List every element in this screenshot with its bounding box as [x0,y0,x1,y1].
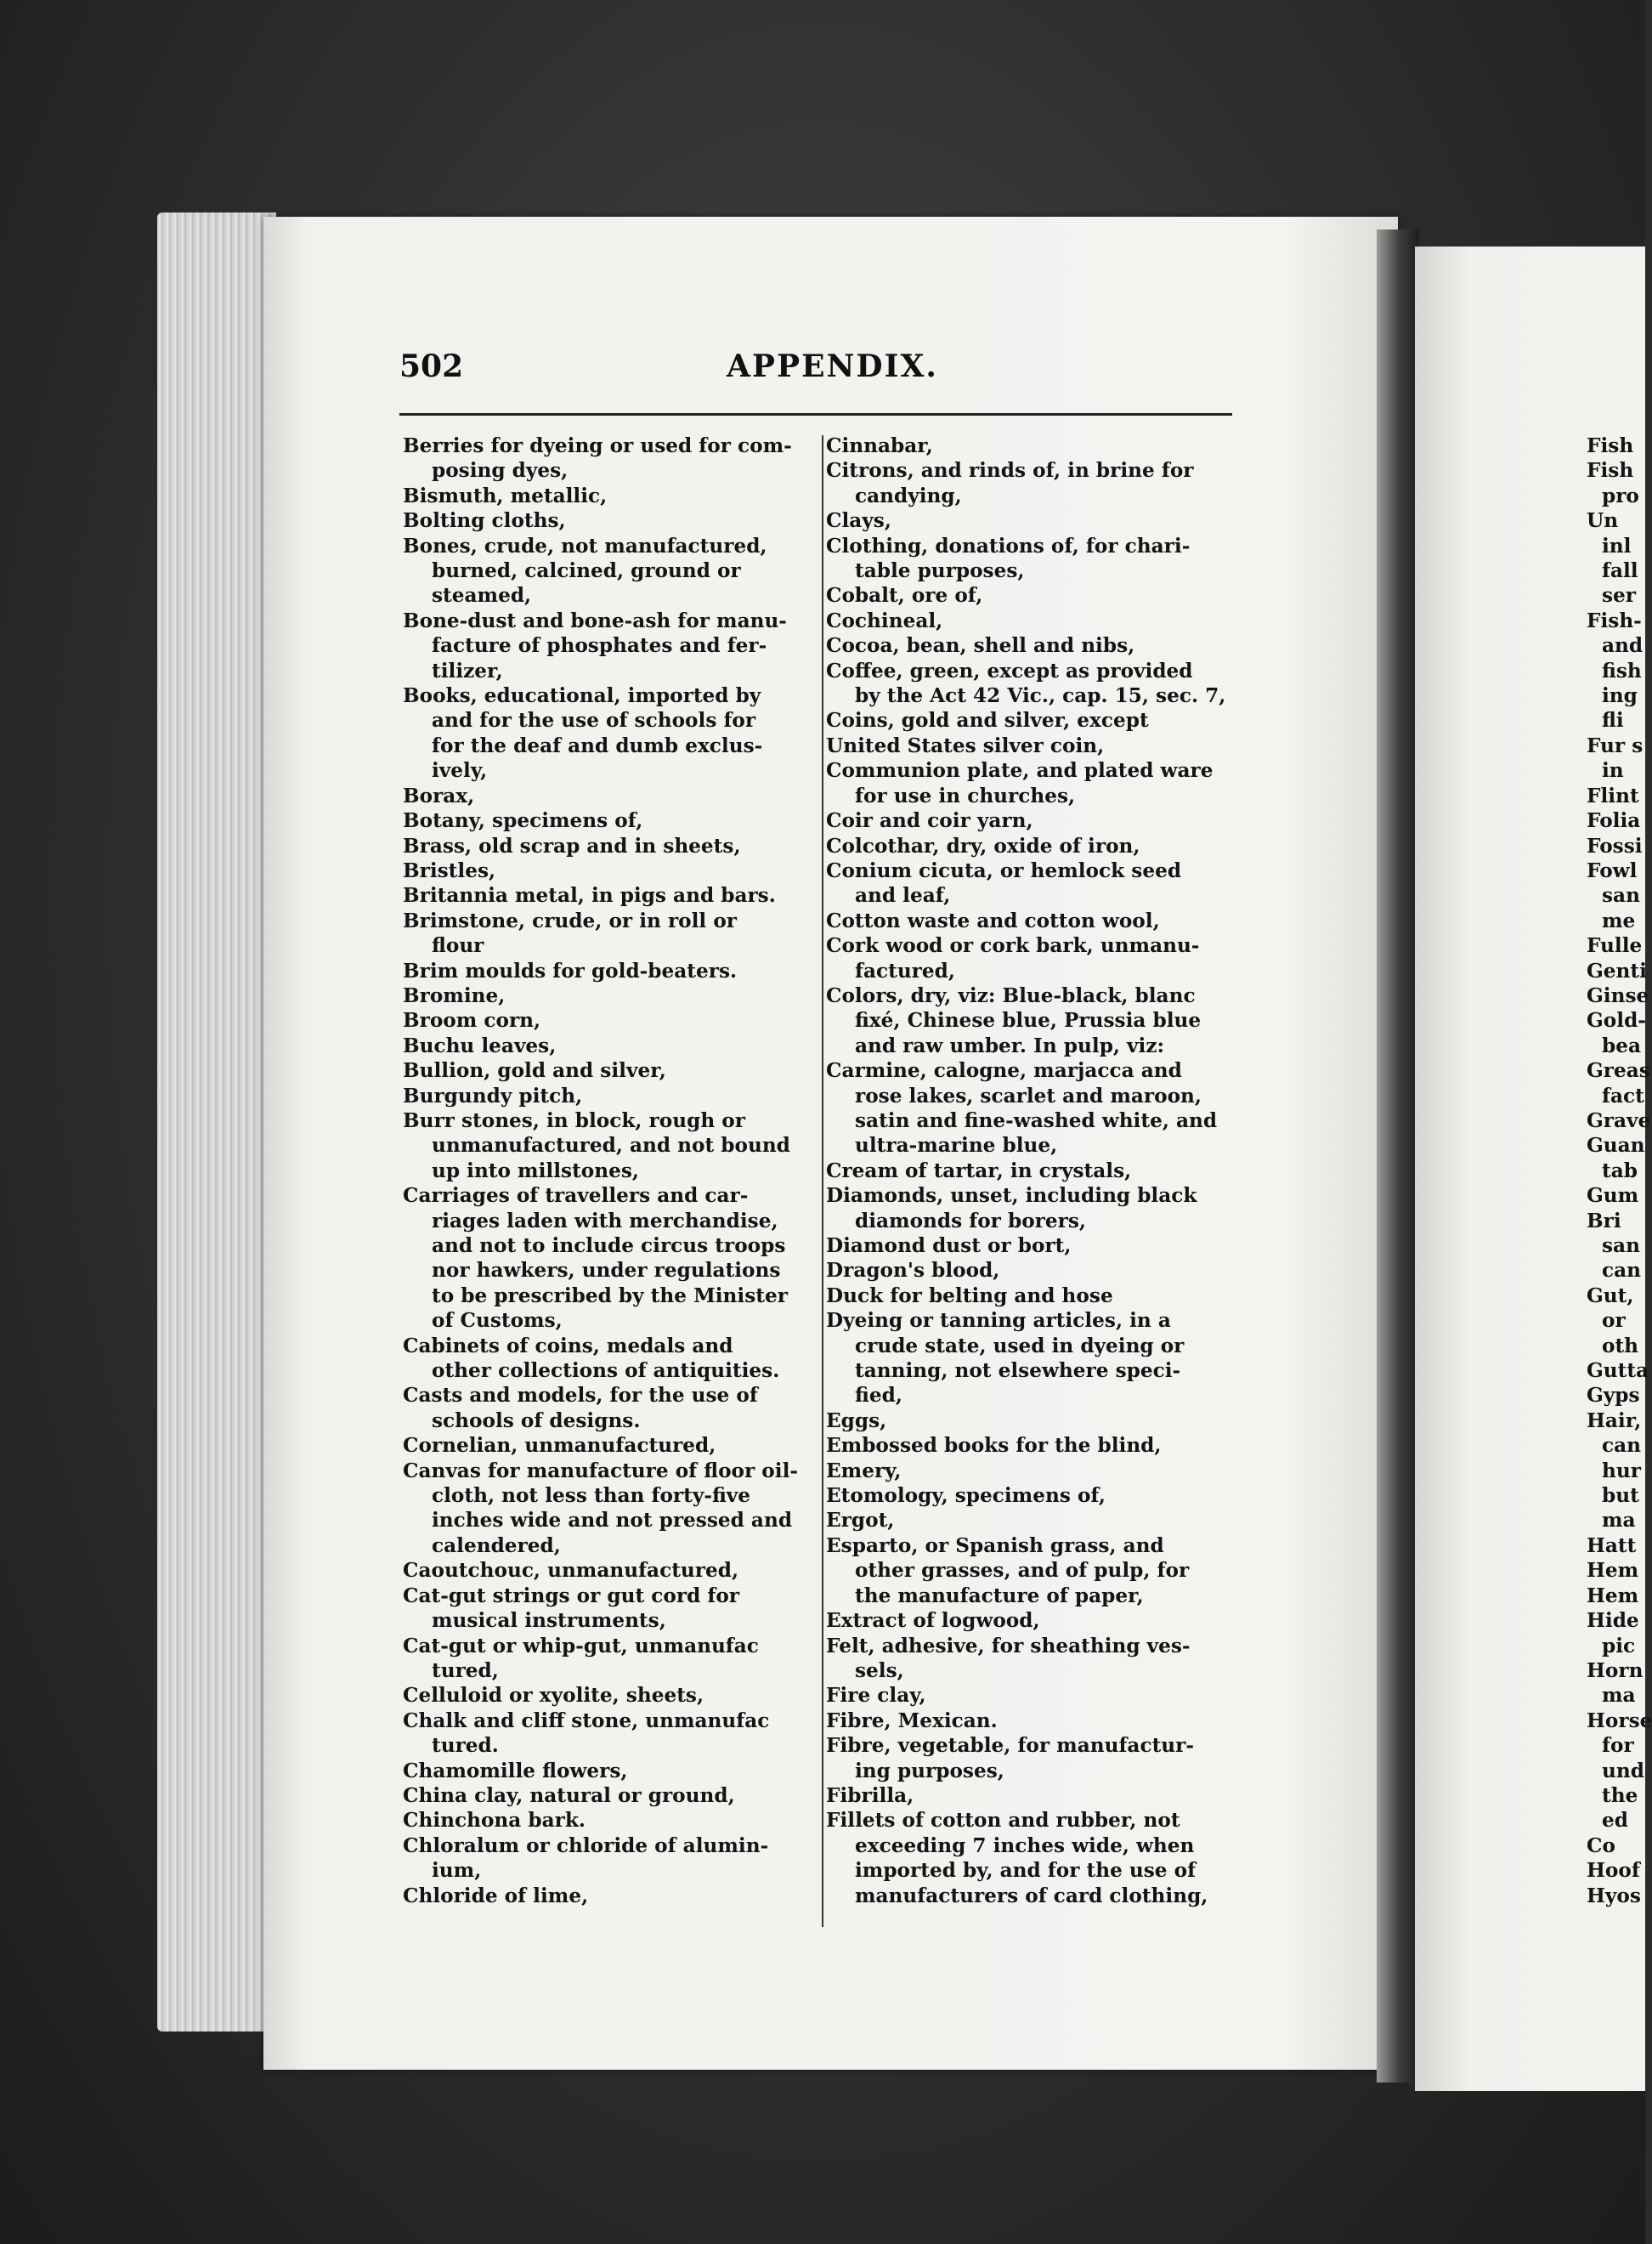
text-fragment: san [1602,1234,1640,1257]
text-line: Broom corn, [403,1009,541,1033]
text-fragment: Bri [1587,1209,1621,1232]
text-line: inches wide and not pressed and [432,1509,793,1533]
text-fragment: Gyps [1587,1384,1640,1408]
text-line: Clothing, donations of, for chari- [826,534,1191,558]
text-line: other collections of antiquities. [432,1359,780,1383]
text-line: Cocoa, bean, shell and nibs, [826,634,1135,658]
text-line: Fibre, vegetable, for manufactur- [826,1734,1194,1758]
text-line: unmanufactured, and not bound [432,1134,790,1158]
text-line: Canvas for manufacture of floor oil- [403,1459,798,1482]
text-line: Burr stones, in block, rough or [403,1108,745,1132]
text-fragment: Hoof [1587,1859,1640,1883]
text-line: steamed, [432,584,532,608]
text-line: Casts and models, for the use of [403,1384,758,1408]
text-line: musical instruments, [432,1609,666,1633]
text-line: crude state, used in dyeing or [855,1334,1185,1357]
text-line: Chloride of lime, [403,1884,589,1907]
text-fragment: fact [1602,1084,1644,1108]
text-fragment: bea [1602,1034,1641,1057]
text-fragment: but [1602,1484,1639,1508]
text-fragment: Un [1587,509,1619,533]
text-fragment: Genti [1587,959,1647,983]
text-fragment: oth [1602,1334,1639,1357]
text-line: sels, [855,1658,904,1682]
text-line: Cream of tartar, in crystals, [826,1159,1132,1182]
text-line: Carmine, calogne, marjacca and [826,1059,1182,1083]
text-fragment: Hatt [1587,1533,1637,1557]
text-line: Brimstone, crude, or in roll or [403,909,737,932]
text-fragment: Hem [1587,1559,1639,1583]
text-line: table purposes, [855,559,1025,583]
text-line: Bolting cloths, [403,509,566,533]
text-fragment: tab [1602,1159,1638,1182]
text-line: Berries for dyeing or used for com- [403,434,792,457]
text-line: Cabinets of coins, medals and [403,1334,733,1357]
right-page-column [1587,434,1652,1908]
text-fragment: for [1602,1734,1634,1758]
text-line: up into millstones, [432,1159,639,1182]
text-line: for use in churches, [855,784,1076,808]
text-fragment: the [1602,1783,1638,1807]
text-line: and for the use of schools for [432,709,756,733]
text-fragment: Ginse [1587,983,1649,1007]
text-line: United States silver coin, [826,734,1105,757]
text-line: Cotton waste and cotton wool, [826,909,1160,932]
book-page-edges [157,212,276,2032]
text-fragment: Hide [1587,1609,1639,1633]
running-head: APPENDIX. [727,348,938,384]
text-line: posing dyes, [432,459,569,483]
text-line: Extract of logwood, [826,1609,1040,1633]
text-line: Fibrilla, [826,1783,914,1807]
text-line: flour [432,934,484,958]
text-fragment: in [1602,759,1624,783]
text-line: Emery, [826,1459,902,1482]
text-line: rose lakes, scarlet and maroon, [855,1084,1202,1108]
text-line: by the Act 42 Vic., cap. 15, sec. 7, [855,684,1226,708]
text-line: tured. [432,1734,499,1758]
text-fragment: Gut, [1587,1284,1634,1307]
text-line: Clays, [826,509,891,533]
text-line: Dyeing or tanning articles, in a [826,1309,1171,1333]
text-line: Cobalt, ore of, [826,584,983,608]
text-fragment: and [1602,634,1644,658]
text-fragment: Flint [1587,784,1639,808]
text-fragment: ser [1602,584,1637,608]
text-fragment: Greas [1587,1059,1650,1083]
text-line: fixé, Chinese blue, Prussia blue [855,1009,1202,1033]
text-line: imported by, and for the use of [855,1859,1197,1883]
text-line: tured, [432,1658,499,1682]
text-line: Chamomille flowers, [403,1759,628,1782]
text-line: fied, [855,1384,902,1408]
text-fragment: Gold- [1587,1009,1646,1033]
text-fragment: Guan [1587,1134,1645,1158]
text-fragment: pic [1602,1634,1636,1658]
text-fragment: Co [1587,1833,1615,1857]
text-line: tilizer, [432,659,503,683]
text-fragment: fish [1602,659,1642,683]
middle-column [826,434,1247,1908]
text-line: for the deaf and dumb exclus- [432,734,763,757]
text-line: riages laden with merchandise, [432,1209,778,1232]
text-fragment: ma [1602,1509,1636,1533]
text-line: China clay, natural or ground, [403,1783,735,1807]
text-line: Bismuth, metallic, [403,484,608,507]
text-line: cloth, not less than forty-five [432,1484,751,1508]
text-line: exceeding 7 inches wide, when [855,1833,1195,1857]
text-fragment: hur [1602,1459,1641,1482]
text-line: Britannia metal, in pigs and bars. [403,884,776,908]
text-line: Cat-gut or whip-gut, unmanufac [403,1634,759,1658]
text-line: Conium cicuta, or hemlock seed [826,858,1182,882]
text-line: Felt, adhesive, for sheathing ves- [826,1634,1191,1658]
text-fragment: ed [1602,1809,1628,1833]
text-line: factured, [855,959,955,983]
text-fragment: can [1602,1259,1642,1283]
text-line: Cornelian, unmanufactured, [403,1434,716,1458]
text-line: Cochineal, [826,609,943,632]
text-line: burned, calcined, ground or [432,559,741,583]
text-line: Celluloid or xyolite, sheets, [403,1684,704,1708]
text-fragment: fall [1602,559,1638,583]
text-fragment: Fish- [1587,609,1642,632]
text-line: Buchu leaves, [403,1034,557,1057]
text-fragment: ma [1602,1684,1636,1708]
page-header [399,348,1232,400]
text-line: Chloralum or chloride of alumin- [403,1833,769,1857]
text-line: Books, educational, imported by [403,684,761,708]
text-line: the manufacture of paper, [855,1584,1144,1607]
text-line: ium, [432,1859,482,1883]
text-fragment: Hair, [1587,1408,1642,1432]
column-divider [822,435,823,1927]
text-fragment: me [1602,909,1636,932]
text-line: satin and fine-washed white, and [855,1108,1218,1132]
left-column [403,434,823,1908]
text-line: manufacturers of card clothing, [855,1884,1208,1907]
text-fragment: Fossi [1587,834,1643,858]
text-line: Embossed books for the blind, [826,1434,1162,1458]
text-fragment: Fur s [1587,734,1644,757]
text-line: Chalk and cliff stone, unmanufac [403,1708,770,1732]
text-fragment: Folia [1587,809,1641,833]
text-fragment: san [1602,884,1640,908]
text-fragment: or [1602,1309,1626,1333]
text-line: diamonds for borers, [855,1209,1086,1232]
text-line: Fire clay, [826,1684,926,1708]
text-line: Dragon's blood, [826,1259,1000,1283]
text-line: other grasses, and of pulp, for [855,1559,1190,1583]
text-fragment: inl [1602,534,1632,558]
text-line: schools of designs. [432,1408,641,1432]
text-line: ultra-marine blue, [855,1134,1058,1158]
text-line: Etomology, specimens of, [826,1484,1106,1508]
text-line: tanning, not elsewhere speci- [855,1359,1181,1383]
text-line: Ergot, [826,1509,895,1533]
text-fragment: pro [1602,484,1639,507]
text-fragment: Horse [1587,1708,1652,1732]
header-rule [399,413,1232,416]
text-fragment: Fowl [1587,858,1638,882]
text-fragment: und [1602,1759,1644,1782]
text-line: Bone-dust and bone-ash for manu- [403,609,787,632]
text-fragment: Gum [1587,1184,1639,1208]
text-fragment: ing [1602,684,1638,708]
text-fragment: Horn [1587,1658,1644,1682]
text-line: Burgundy pitch, [403,1084,583,1108]
text-line: Fillets of cotton and rubber, not [826,1809,1180,1833]
text-line: ing purposes, [855,1759,1004,1782]
text-line: candying, [855,484,962,507]
text-fragment: Grave [1587,1108,1651,1132]
text-fragment: Hyos [1587,1884,1641,1907]
text-line: Duck for belting and hose [826,1284,1113,1307]
text-line: Brim moulds for gold-beaters. [403,959,738,983]
text-line: and not to include circus troops [432,1234,786,1257]
text-line: to be prescribed by the Minister [432,1284,788,1307]
text-line: facture of phosphates and fer- [432,634,767,658]
text-line: Cat-gut strings or gut cord for [403,1584,740,1607]
text-line: calendered, [432,1533,561,1557]
text-fragment: can [1602,1434,1642,1458]
text-fragment: Fulle [1587,934,1643,958]
text-line: Colors, dry, viz: Blue-black, blanc [826,983,1196,1007]
text-line: Bullion, gold and silver, [403,1059,666,1083]
text-fragment: Fish [1587,459,1634,483]
text-line: Bristles, [403,858,496,882]
text-line: Eggs, [826,1408,887,1432]
text-line: Carriages of travellers and car- [403,1184,749,1208]
text-fragment: fli [1602,709,1624,733]
text-line: Bromine, [403,983,506,1007]
text-line: Diamonds, unset, including black [826,1184,1197,1208]
text-line: Botany, specimens of, [403,809,643,833]
text-fragment: Gutta [1587,1359,1649,1383]
text-line: Communion plate, and plated ware [826,759,1214,783]
text-line: Coffee, green, except as provided [826,659,1193,683]
text-line: Coir and coir yarn, [826,809,1033,833]
text-line: Caoutchouc, unmanufactured, [403,1559,739,1583]
text-line: ively, [432,759,488,783]
text-line: Colcothar, dry, oxide of iron, [826,834,1140,858]
text-line: Chinchona bark. [403,1809,586,1833]
text-line: Fibre, Mexican. [826,1708,998,1732]
text-line: Esparto, or Spanish grass, and [826,1533,1164,1557]
text-line: Cork wood or cork bark, unmanu- [826,934,1200,958]
page-number: 502 [399,348,464,384]
text-fragment: Hem [1587,1584,1639,1607]
text-line: Bones, crude, not manufactured, [403,534,767,558]
text-line: Borax, [403,784,475,808]
text-line: Citrons, and rinds of, in brine for [826,459,1194,483]
text-fragment: Fish [1587,434,1634,457]
text-line: and leaf, [855,884,951,908]
text-line: Brass, old scrap and in sheets, [403,834,741,858]
text-line: and raw umber. In pulp, viz: [855,1034,1165,1057]
text-line: Cinnabar, [826,434,933,457]
text-line: nor hawkers, under regulations [432,1259,781,1283]
book-gutter [1377,230,1419,2082]
text-line: Diamond dust or bort, [826,1234,1072,1257]
text-line: Coins, gold and silver, except [826,709,1149,733]
text-line: of Customs, [432,1309,563,1333]
